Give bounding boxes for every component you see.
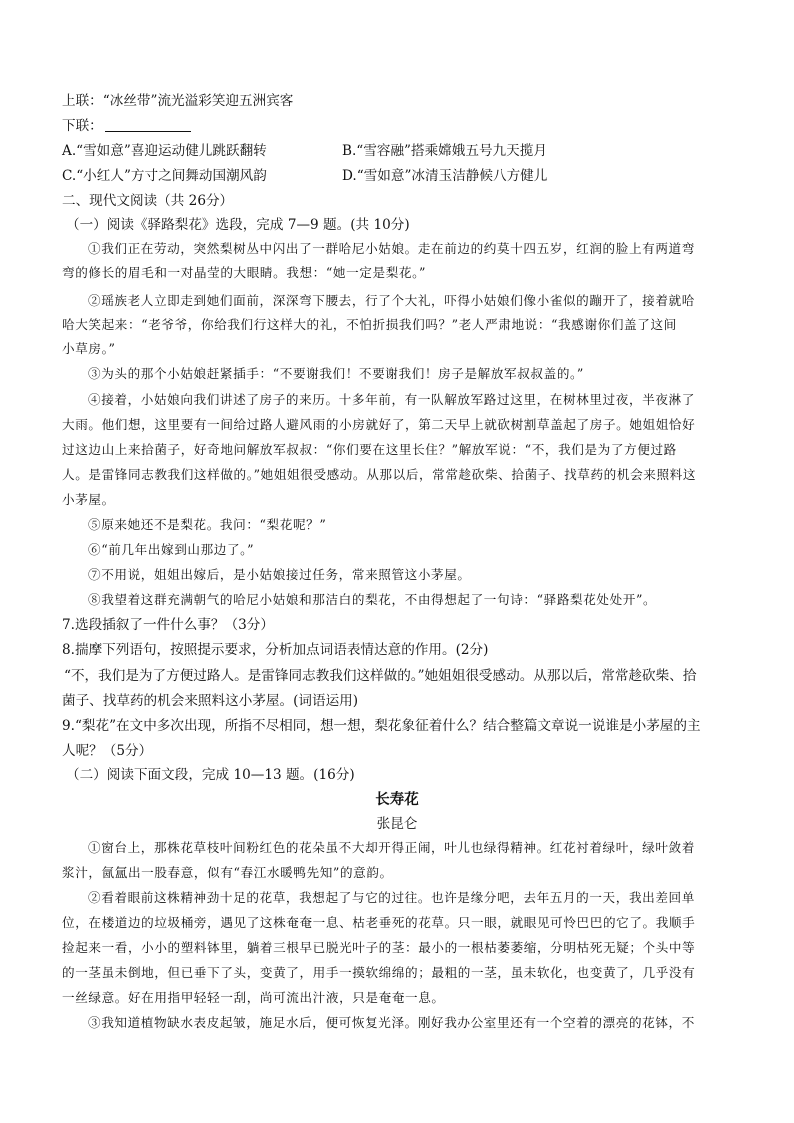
p4-line1: ④接着，小姑娘向我们讲述了房子的来历。十多年前，有一队解放军路过这里，在树林里过夜，半夜淋了 (88, 392, 695, 407)
a-p2-line4: 的一茎虽未倒地，但已垂下了头，变黄了，用手一摸软绵绵的；最粗的一茎，虽未软化，也变黄了，几乎没有 (62, 965, 696, 980)
question-8-quote-line2: 菌子、找草药的机会来照料这小茅屋。(词语运用) (62, 693, 359, 709)
p4-line4: 人。是雷锋同志教我们这样做的。”她姐姐很受感动。从那以后，常常趁砍柴、拾菌子、找草药的机会来照料这 (62, 467, 697, 482)
part2-heading: （二）阅读下面文段，完成 10—13 题。(16分) (66, 767, 355, 783)
question-9-line2: 人呢？（5分） (62, 743, 153, 759)
couplet-lower (62, 117, 734, 135)
option-row-ab (62, 142, 734, 160)
p2-line1: ②瑶族老人立即走到她们面前，深深弯下腰去，行了个大礼，吓得小姑娘们像小雀似的蹦开了，接着就哈 (88, 293, 695, 308)
article-title: 长寿花 (375, 791, 419, 808)
p1-line2: 弯的修长的眉毛和一对晶莹的大眼睛。我想：“她一定是梨花。” (62, 265, 427, 280)
question-7: 7.选段插叙了一件什么事？（3分） (62, 617, 274, 633)
question-9-line1: 9.“梨花”在文中多次出现，所指不尽相同，想一想，梨花象征着什么？结合整篇文章说一说谁是小茅屋的主 (62, 718, 701, 734)
a-p2-line1: ②看着眼前这株精神劲十足的花草，我想起了与它的过往。也许是缘分吧，去年五月的一天，我出差回单 (88, 890, 695, 905)
couplet-lower-label: 下联： (62, 118, 103, 134)
a-p1-line2: 浆汁，氤氲出一股春意，似有“春江水暖鸭先知”的意韵。 (62, 865, 393, 880)
p8: ⑧我望着这群充满朝气的哈尼小姑娘和那洁白的梨花，不由得想起了一句诗：“驿路梨花处处开”。 (88, 592, 657, 607)
p7: ⑦不用说，姐姐出嫁后，是小姑娘接过任务，常来照管这小茅屋。 (88, 567, 471, 582)
question-8: 8.揣摩下列语句，按照提示要求，分析加点词语表情达意的作用。(2分) (62, 642, 489, 658)
question-8-quote-line1: “不，我们是为了方便过路人。是雷锋同志教我们这样做的。”她姐姐很受感动。从那以后，常常趁砍柴、拾 (64, 668, 697, 684)
p5: ⑤原来她还不是梨花。我问：“梨花呢？” (88, 517, 327, 532)
option-a: A.“雪如意”喜迎运动健儿跳跃翻转 (62, 143, 267, 159)
a-p1-line1: ①窗台上，那株花草枝叶间粉红色的花朵虽不大却开得正闹，叶儿也绿得精神。红花衬着绿叶，绿叶敛着 (88, 840, 695, 855)
part1-heading: （一）阅读《驿路梨花》选段，完成 7—9 题。(共 10分) (66, 217, 410, 233)
couplet-upper: 上联：“冰丝带”流光溢彩笑迎五洲宾客 (62, 93, 294, 109)
a-p2-line2: 位，在楼道边的垃圾桶旁，遇见了这株奄奄一息、枯老垂死的花草。只一眼，就眼见可怜巴巴的它了。我顺手 (62, 915, 696, 930)
p4-line3: 过这边山上来拾菌子，好奇地问解放军叔叔：“你们要在这里长住？”解放军说：“不，我们是为了方便过路 (62, 442, 677, 457)
p4-line5: 小茅屋。 (62, 492, 115, 507)
p1-line1: ①我们正在劳动，突然梨树丛中闪出了一群哈尼小姑娘。走在前边的约莫十四五岁，红润的脸上有两道弯 (88, 241, 695, 256)
article-author: 张昆仑 (376, 816, 418, 832)
option-d: D.“雪如意”冰清玉洁静候八方健儿 (342, 168, 548, 184)
p3: ③为头的那个小姑娘赶紧插手：“不要谢我们！不要谢我们！房子是解放军叔叔盖的。” (88, 366, 584, 381)
a-p2-line3: 捡起来一看，小小的塑料钵里，躺着三根早已脱光叶子的茎：最小的一根枯萎萎缩，分明枯死无疑；个头中等 (62, 940, 696, 955)
p2-line3: 小草房。” (62, 341, 116, 356)
p4-line2: 大雨。他们想，这里要有一间给过路人避风雨的小房就好了，第二天早上就砍树割草盖起了房子。她姐姐恰好 (62, 417, 696, 432)
option-row-cd (62, 167, 734, 185)
p6: ⑥“前几年出嫁到山那边了。” (88, 542, 255, 557)
a-p2-line5: 一丝绿意。好在用指甲轻轻一刮，尚可流出汁液，只是奄奄一息。 (62, 990, 445, 1005)
p2-line2: 哈大笑起来：“老爷爷，你给我们行这样大的礼，不怕折损我们吗？”老人严肃地说：“我感谢你们盖了这间 (62, 317, 677, 332)
answer-blank[interactable] (105, 117, 191, 132)
option-c: C.“小红人”方寸之间舞动国潮风韵 (62, 168, 267, 184)
a-p3-line1: ③我知道植物缺水表皮起皱，施足水后，便可恢复光泽。刚好我办公室里还有一个空着的漂亮的花钵，不 (88, 1015, 695, 1030)
section-heading: 二、现代文阅读（共 26分） (62, 193, 234, 209)
option-b: B.“雪容融”搭乘嫦娥五号九天揽月 (342, 143, 547, 159)
